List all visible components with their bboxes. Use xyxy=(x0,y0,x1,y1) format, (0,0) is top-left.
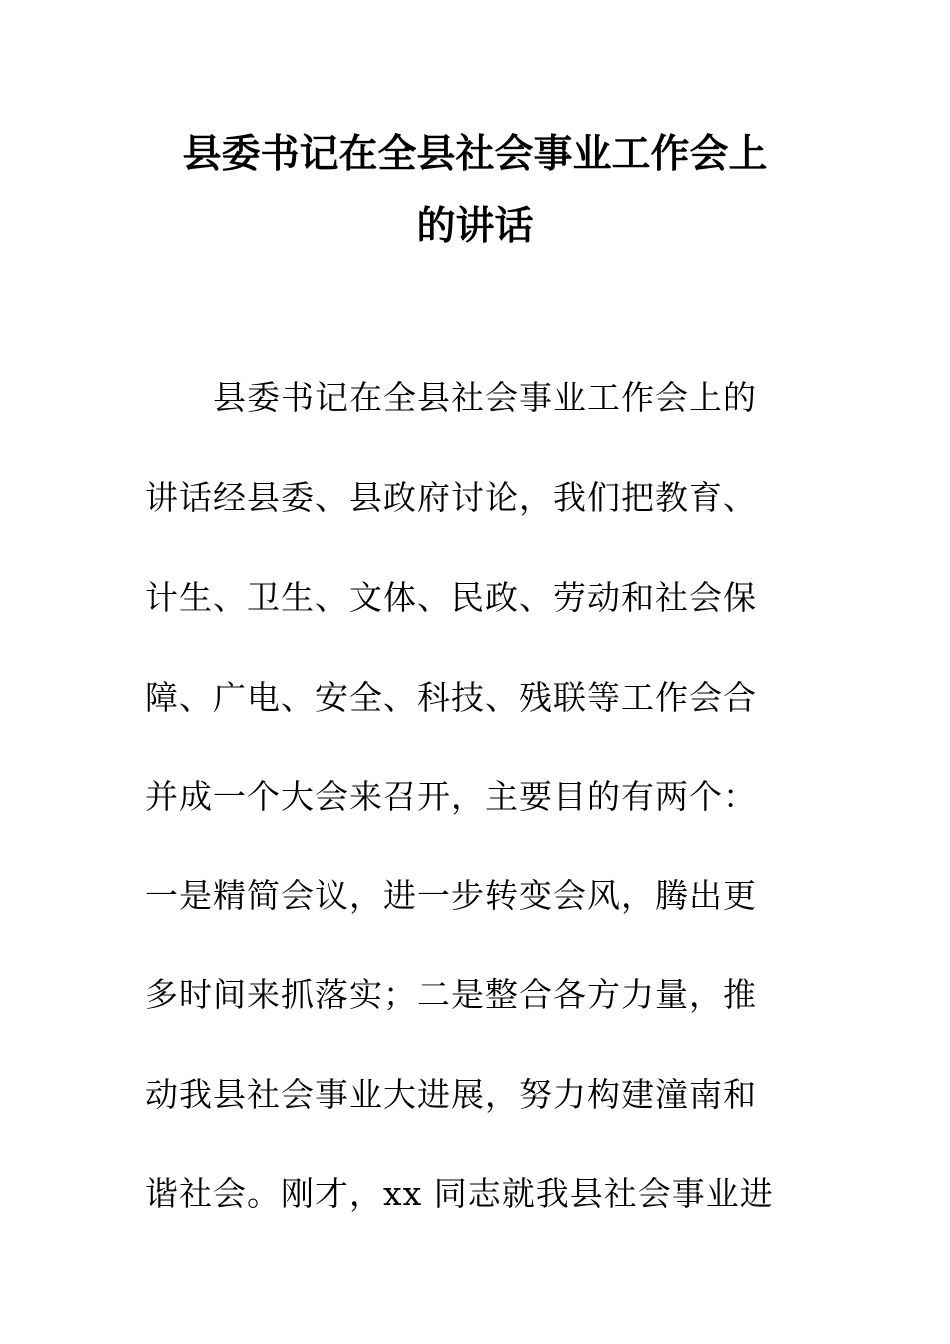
body-line-2: 讲话经县委、县政府讨论，我们把教育、 xyxy=(145,478,757,517)
body-line-4: 障、广电、安全、科技、残联等工作会合 xyxy=(145,678,757,717)
body-line-3: 计生、卫生、文体、民政、劳动和社会保 xyxy=(145,578,757,617)
body-line-5: 并成一个大会来召开，主要目的有两个： xyxy=(145,777,757,816)
body-line-9: 谐社会。刚才，xx 同志就我县社会事业进 xyxy=(145,1174,774,1213)
body-line-8: 动我县社会事业大进展，努力构建潼南和 xyxy=(145,1075,757,1114)
body-line-1: 县委书记在全县社会事业工作会上的 xyxy=(213,378,757,417)
body-line-6: 一是精简会议，进一步转变会风，腾出更 xyxy=(145,876,757,915)
document-title-line-2: 的讲话 xyxy=(416,204,534,249)
body-line-7: 多时间来抓落实；二是整合各方力量，推 xyxy=(145,975,757,1014)
document-title-line-1: 县委书记在全县社会事业工作会上 xyxy=(182,132,768,177)
